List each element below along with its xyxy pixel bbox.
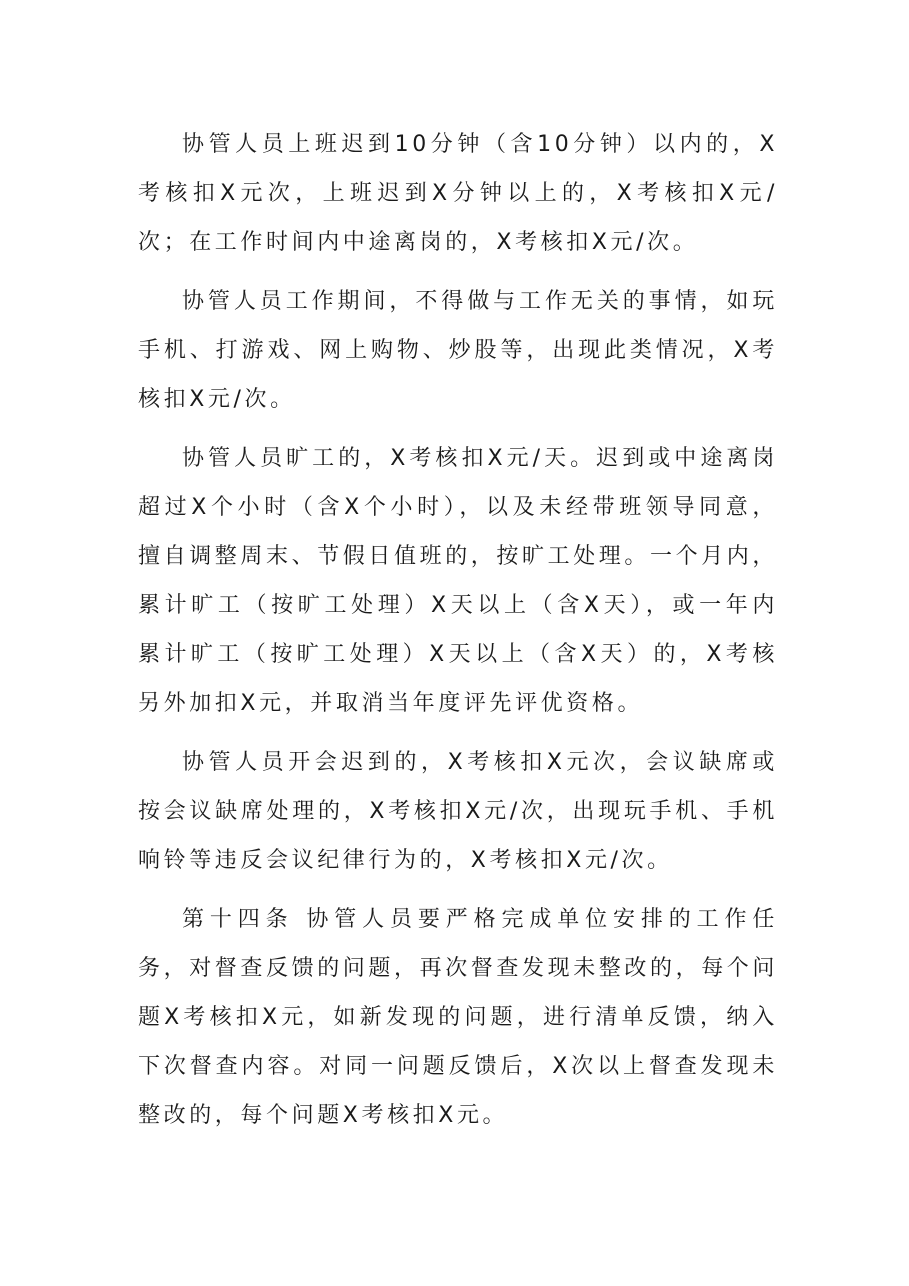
paragraph-article-14: 第十四条 协管人员要严格完成单位安排的工作任务，对督查反馈的问题，再次督查发现未整改的，每个问题X考核扣X元，如新发现的问题，进行清单反馈，纳入下次督查内容。对同一问题反馈后，X次以上督查发现未整改的，每个问题X考核扣X元。 (138, 907, 779, 1128)
document-body (138, 120, 778, 1150)
paragraph-meeting-discipline: 协管人员开会迟到的，X考核扣X元次，会议缺席或按会议缺席处理的，X考核扣X元/次，出现玩手机、手机响铃等违反会议纪律行为的，X考核扣X元/次。 (138, 750, 778, 873)
paragraph-work-conduct: 协管人员工作期间，不得做与工作无关的事情，如玩手机、打游戏、网上购物、炒股等，出现此类情况，X考核扣X元/次。 (138, 289, 778, 412)
paragraph-absenteeism: 协管人员旷工的，X考核扣X元/天。迟到或中途离岗超过X个小时（含X个小时），以及未经带班领导同意，擅自调整周末、节假日值班的，按旷工处理。一个月内，累计旷工（按旷工处理）X天以上（含X天），或一年内累计旷工（按旷工处理）X天以上（含X天）的，X考核另外加扣X元，并取消当年度评先评优资格。 (138, 446, 779, 716)
paragraph-lateness: 协管人员上班迟到10分钟（含10分钟）以内的，X考核扣X元次，上班迟到X分钟以上的，X考核扣X元/次；在工作时间内中途离岗的，X考核扣X元/次。 (138, 132, 778, 255)
